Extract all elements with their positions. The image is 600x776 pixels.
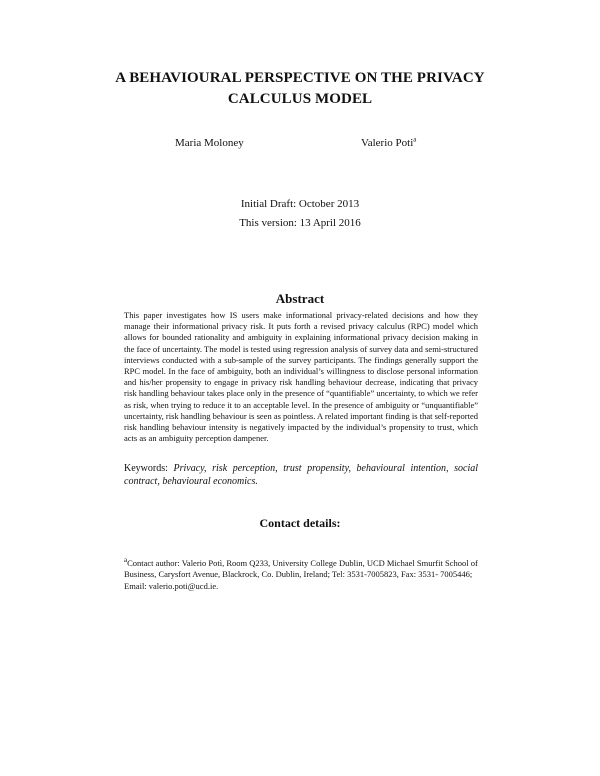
version-dates (0, 195, 600, 233)
keywords-list: Privacy, risk perception, trust propensity, behavioural intention, social contract, behavioural economics. (124, 463, 479, 487)
author-2 (361, 137, 416, 149)
contact-footnote-mark: a (124, 556, 128, 565)
contact-heading: Contact details: (259, 516, 341, 530)
abstract-heading: Abstract (275, 291, 325, 306)
keywords-label: Keywords: (124, 463, 168, 474)
abstract-body: This paper investigates how IS users make informational privacy-related decisions and how they manage their informational privacy risk. It puts forth a revised privacy calculus (RPC) model which allows for bounded rationality and ambiguity in explaining informational privacy decision making in the face of uncertainty. The model is tested using regression analysis of survey data and semi-structured interviews conducted with a sub-sample of the survey participants. The findings generally support the RPC model. In the face of ambiguity, both an individual’s willingness to disclose personal information and his/her propensity to engage in privacy risk handling behaviour decrease, indicating that privacy risk handling behaviour takes place only in the presence of “quantifiable” uncertainty, to which we refer as risk, when trying to reduce it to an acceptable level. In the presence of ambiguity or “unquantifiable” uncertainty, risk handling behaviour is seen as pointless. A related important finding is that self-reported risk handling behaviour intensity is negatively impacted by the individual’s propensity to trust, which acts as an ambiguity perception dampener. (124, 310, 479, 444)
author-2-name: Valerio Poti (361, 137, 414, 149)
author-1-name: Maria Moloney (175, 137, 244, 149)
contact-text: Contact author: Valerio Potì, Room Q233, University College Dublin, UCD Michael Smurfit School of Business, Carysfort Avenue, Blackrock, Co. Dublin, Ireland; Tel: 3531-7005823, Fax: 3531- 7005446; Email: valerio.poti@ucd.ie. (124, 558, 478, 591)
author-2-footnote-mark: a (413, 135, 417, 144)
initial-draft-date: Initial Draft: October 2013 (240, 198, 360, 210)
paper-title (60, 68, 540, 110)
title-line-1: A BEHAVIOURAL PERSPECTIVE ON THE PRIVACY (115, 70, 485, 86)
contact-details (124, 558, 484, 592)
title-line-2: CALCULUS MODEL (227, 91, 373, 107)
this-version-date: This version: 13 April 2016 (239, 217, 361, 229)
author-1 (175, 137, 244, 149)
keywords (124, 462, 478, 488)
